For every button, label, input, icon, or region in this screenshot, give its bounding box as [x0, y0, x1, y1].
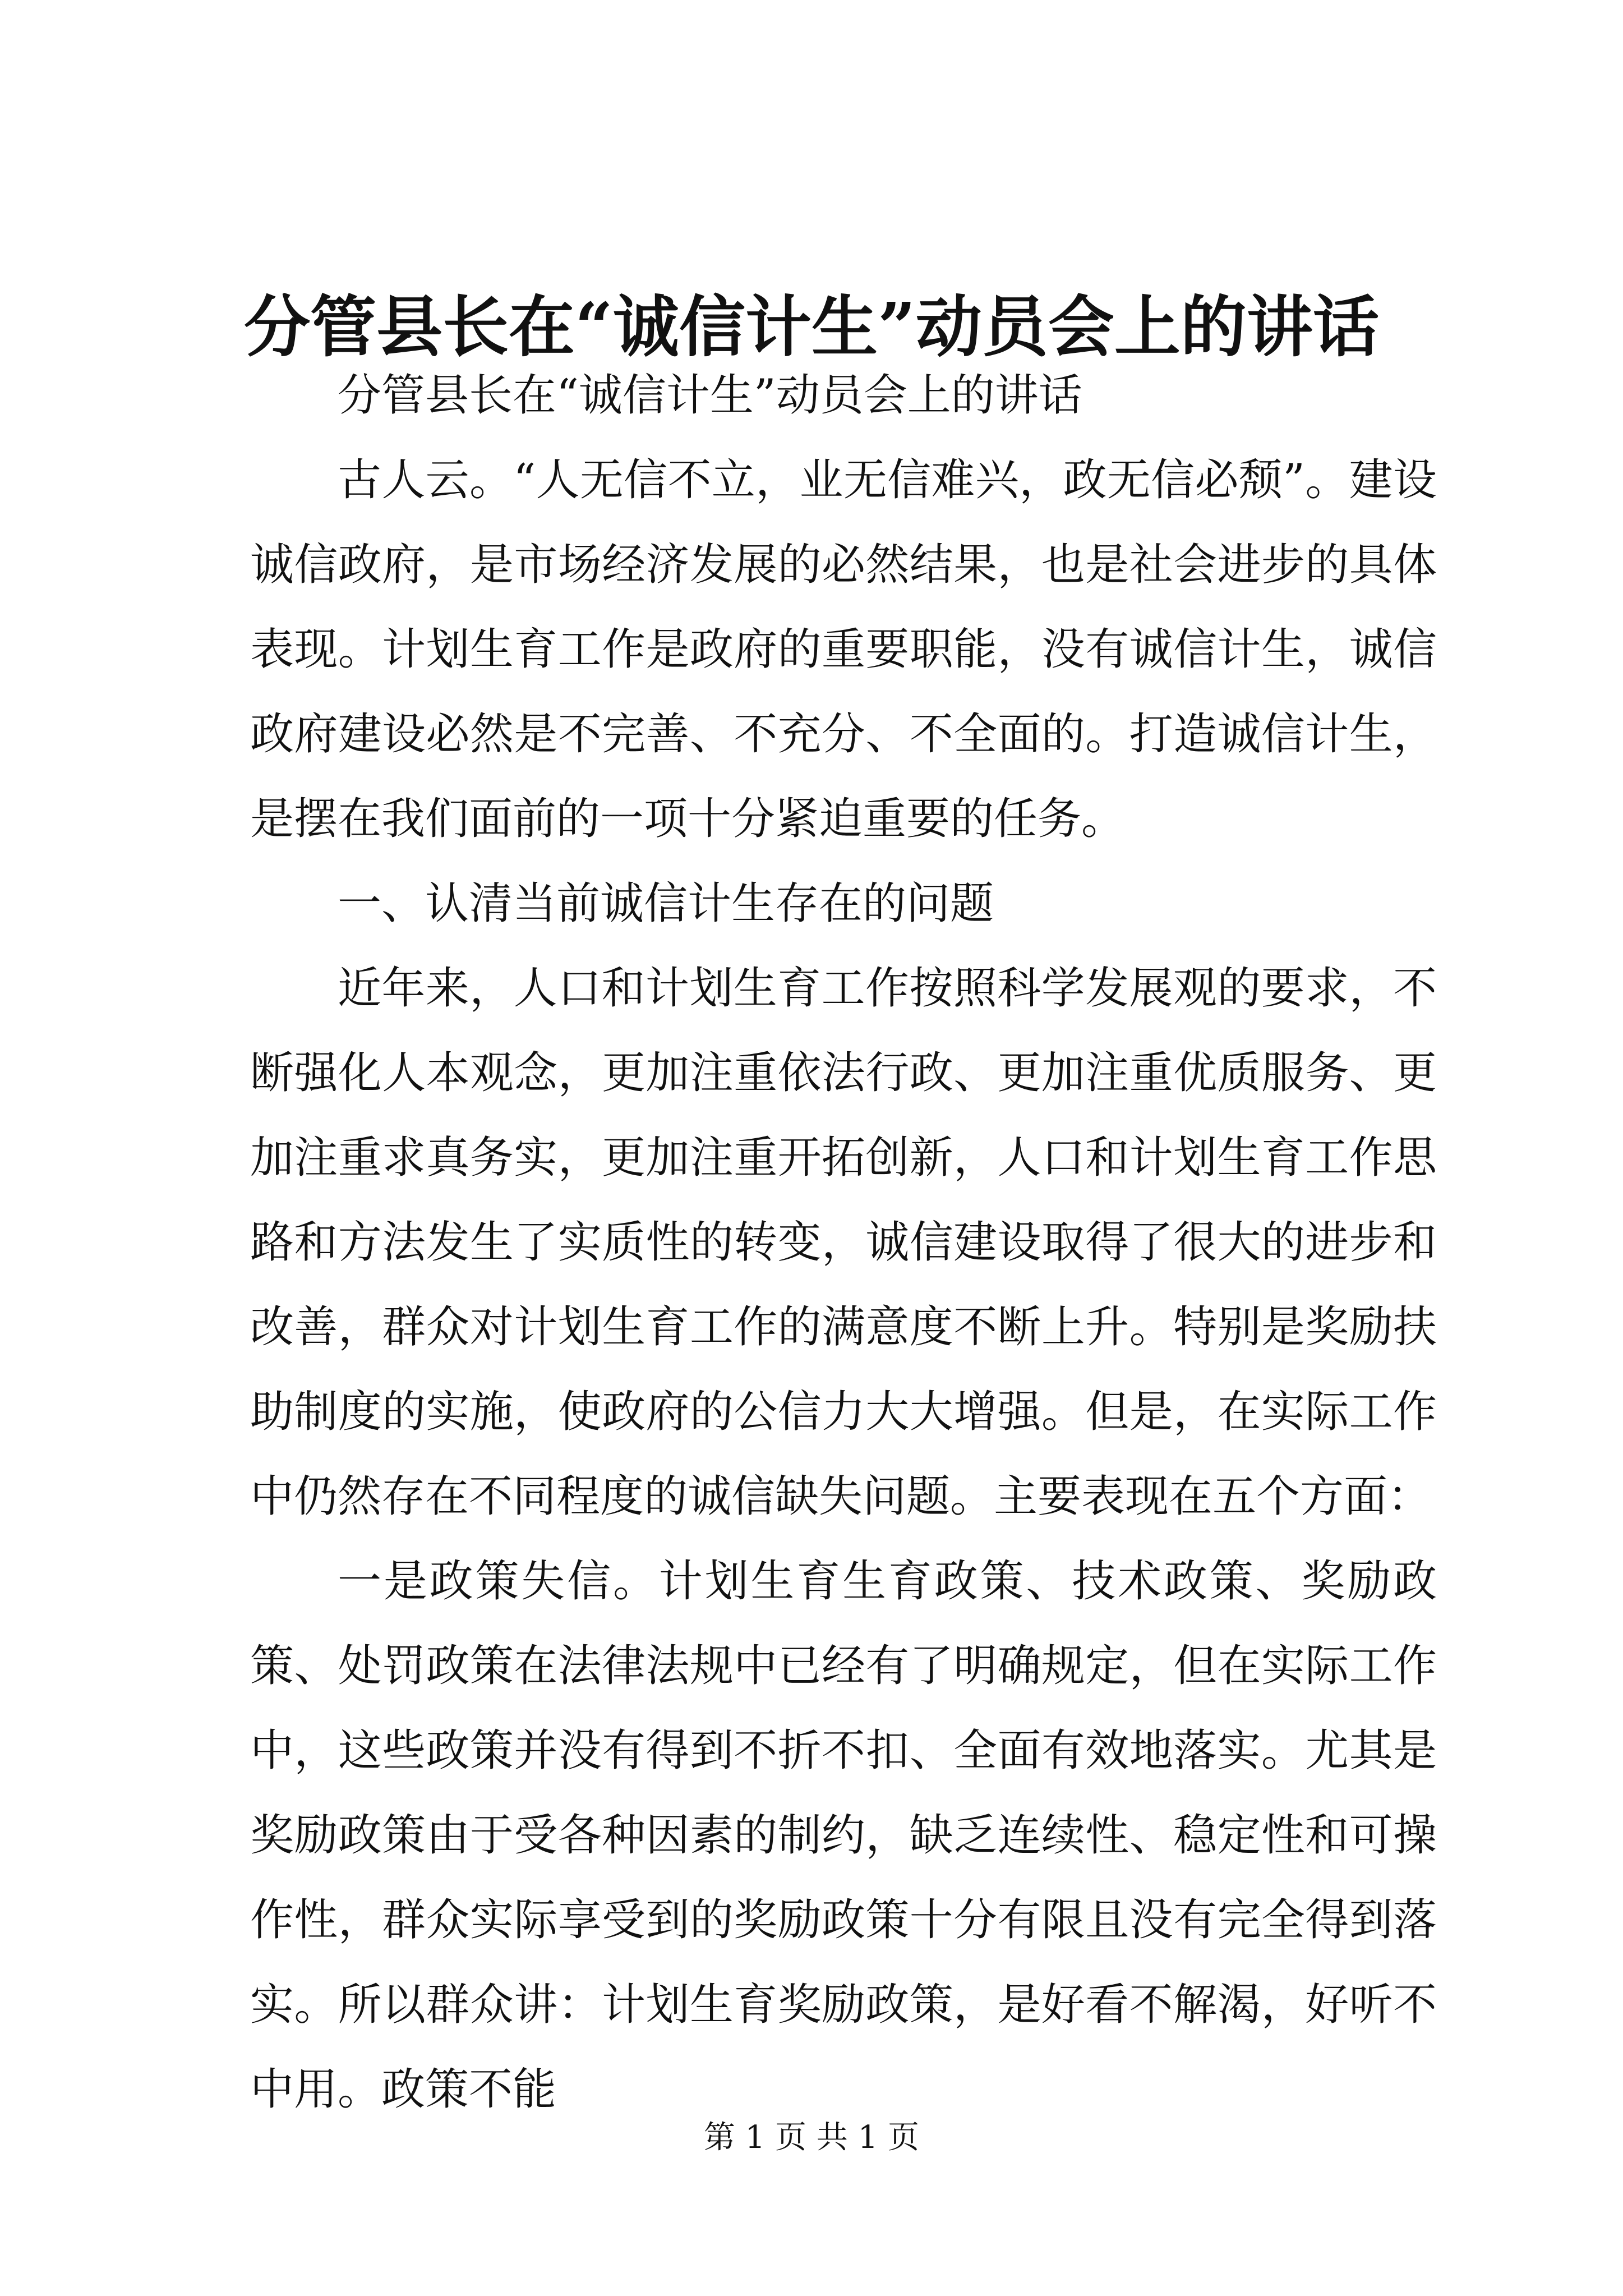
document-title: 分管县长在“诚信计生”动员会上的讲话: [244, 288, 1379, 366]
paragraph-policy-trust: 一是政策失信。计划生育生育政策、技术政策、奖励政策、处罚政策在法律法规中已经有了明确规定，但在实际工作中，这些政策并没有得到不折不扣、全面有效地落实。尤其是奖励政策由于受各种因素的制约，缺乏连续性、稳定性和可操作性，群众实际享受到的奖励政策十分有限且没有完全得到落实。所以群众讲：计划生育奖励政策，是好看不解渴，好听不中用。政策不能: [250, 1556, 1437, 2115]
paragraph-intro: 古人云。“人无信不立，业无信难兴，政无信必颓”。建设诚信政府，是市场经济发展的必然结果，也是社会进步的具体表现。计划生育工作是政府的重要职能，没有诚信计生，诚信政府建设必然是不完善、不充分、不全面的。打造诚信计生，是摆在我们面前的一项十分紧迫重要的任务。: [250, 455, 1437, 844]
section-heading-1: 一、认清当前诚信计生存在的问题: [338, 878, 994, 929]
document-body: [250, 353, 1437, 2132]
paragraph-recent-years: 近年来，人口和计划生育工作按照科学发展观的要求，不断强化人本观念，更加注重依法行政、更加注重优质服务、更加注重求真务实，更加注重开拓创新，人口和计划生育工作思路和方法发生了实质性的转变，诚信建设取得了很大的进步和改善，群众对计划生育工作的满意度不断上升。特别是奖励扶助制度的实施，使政府的公信力大大增强。但是，在实际工作中仍然存在不同程度的诚信缺失问题。主要表现在五个方面：: [250, 963, 1437, 1522]
paragraph-subtitle: 分管县长在“诚信计生”动员会上的讲话: [338, 370, 1082, 421]
page-number-footer: 第 1 页 共 1 页: [703, 2119, 920, 2156]
